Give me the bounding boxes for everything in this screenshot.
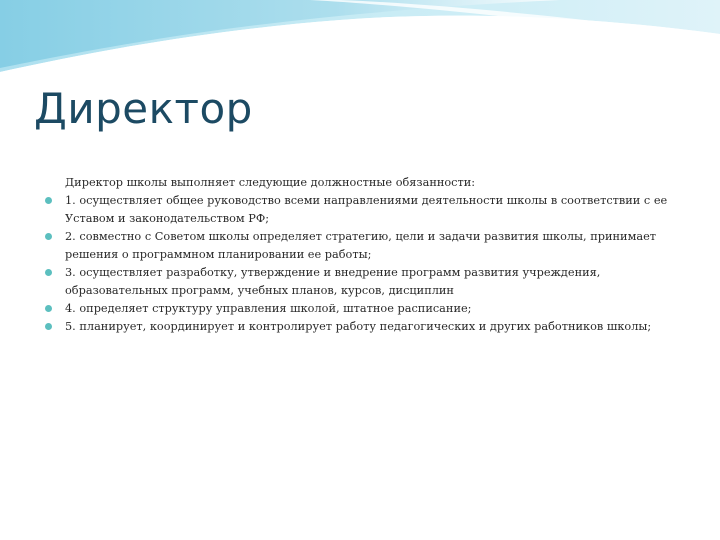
list-item (44, 192, 684, 228)
circle-bullet-icon (45, 197, 52, 204)
list-item-text: 4. определяет структуру управления школой, штатное расписание; (65, 302, 472, 315)
header-wave-decoration (0, 0, 720, 90)
list-item (44, 264, 684, 300)
list-item-text: 1. осуществляет общее руководство всеми направлениями деятельности школы в соответствии с ее Уставом и законодательством РФ; (65, 194, 668, 225)
circle-bullet-icon (45, 269, 52, 276)
intro-text: Директор школы выполняет следующие должностные обязанности: (65, 176, 476, 189)
slide-body (44, 174, 684, 336)
slide-title: Директор (34, 84, 253, 133)
list-item-text: 3. осуществляет разработку, утверждение и внедрение программ развития учреждения, образовательных программ, учебных планов, курсов, дисциплин (65, 266, 601, 297)
list-item (44, 318, 684, 336)
duties-list (44, 192, 684, 336)
circle-bullet-icon (45, 305, 52, 312)
list-item (44, 300, 684, 318)
circle-bullet-icon (45, 233, 52, 240)
list-item (44, 228, 684, 264)
circle-bullet-icon (45, 323, 52, 330)
list-item-text: 5. планирует, координирует и контролирует работу педагогических и других работников школы; (65, 320, 652, 333)
list-item-text: 2. совместно с Советом школы определяет стратегию, цели и задачи развития школы, принимает решения о программном планировании ее работы; (65, 230, 657, 261)
